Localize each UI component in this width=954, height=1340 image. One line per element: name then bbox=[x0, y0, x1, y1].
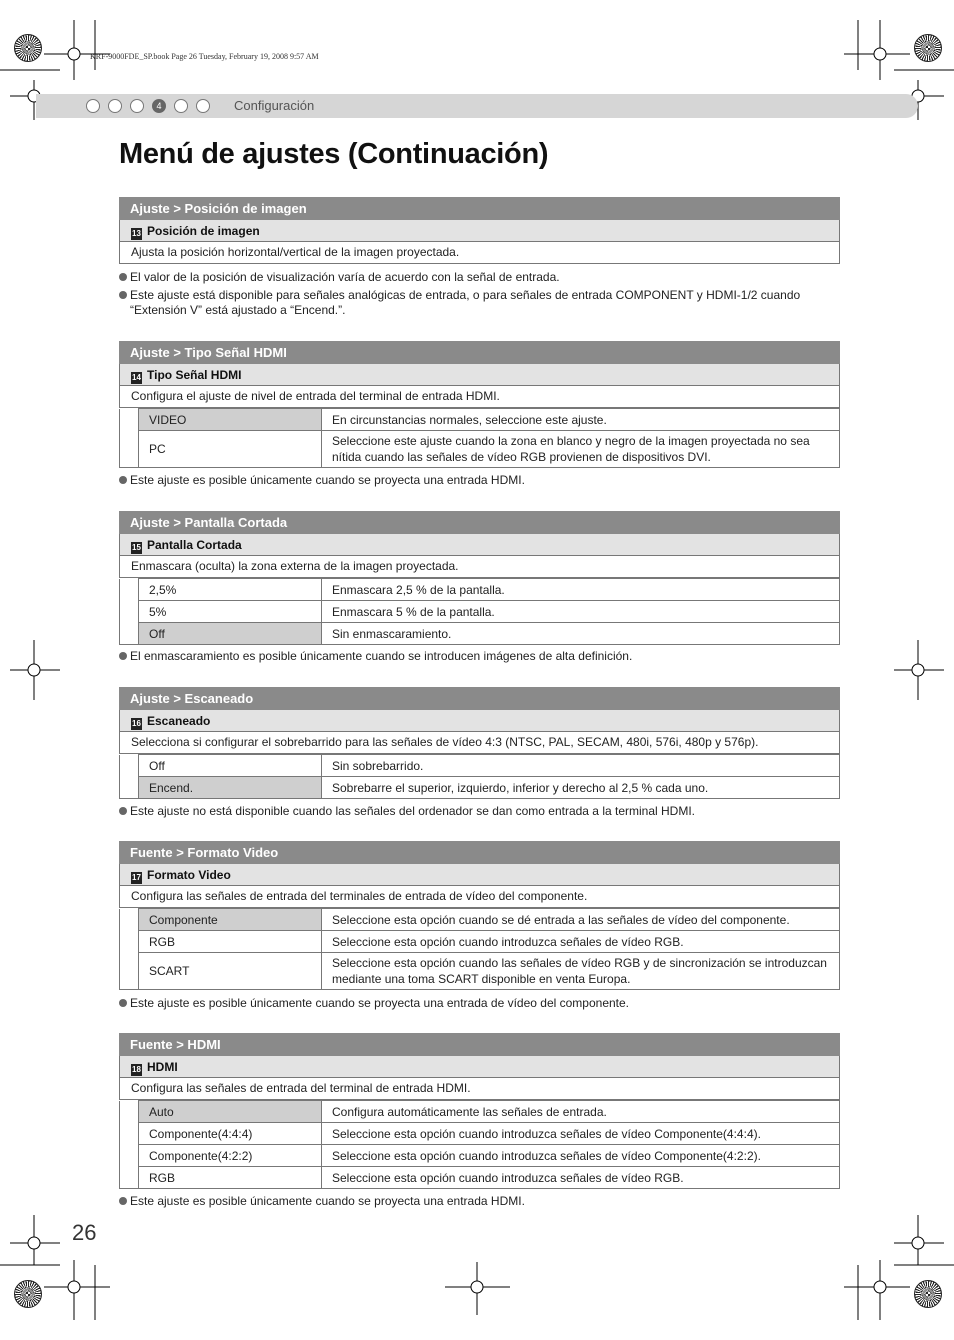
indent-cell bbox=[120, 601, 139, 623]
note-text: Este ajuste es posible únicamente cuando se proyecta una entrada HDMI. bbox=[130, 473, 525, 487]
setting-sub-header bbox=[119, 864, 840, 886]
item-number-badge: 16 bbox=[132, 719, 141, 728]
section-posicion-imagen bbox=[119, 197, 840, 264]
chapter-dot bbox=[108, 99, 122, 113]
setting-description: Configura las señales de entrada del terminal de entrada HDMI. bbox=[119, 1078, 840, 1100]
page-title: Menú de ajustes (Continuación) bbox=[119, 138, 549, 170]
section-hdmi bbox=[119, 1033, 840, 1189]
section-header: Ajuste > Tipo Señal HDMI bbox=[119, 341, 840, 364]
option-name: 2,5% bbox=[139, 579, 322, 601]
item-number-badge: 14 bbox=[132, 373, 141, 382]
option-name: Off bbox=[139, 755, 322, 777]
item-number-badge: 17 bbox=[132, 873, 141, 882]
option-row bbox=[120, 931, 840, 953]
setting-name: Escaneado bbox=[147, 714, 211, 728]
note bbox=[119, 649, 849, 664]
indent-cell bbox=[120, 755, 139, 777]
option-description: Seleccione esta opción cuando introduzca señales de vídeo RGB. bbox=[322, 1167, 840, 1189]
chapter-dot bbox=[174, 99, 188, 113]
setting-sub-header bbox=[119, 1056, 840, 1078]
chapter-dot bbox=[130, 99, 144, 113]
option-description: Sobrebarre el superior, izquierdo, inferior y derecho al 2,5 % cada uno. bbox=[322, 777, 840, 799]
bullet-icon bbox=[119, 652, 127, 660]
notes bbox=[119, 1194, 849, 1209]
option-description: Seleccione esta opción cuando introduzca señales de vídeo RGB. bbox=[322, 931, 840, 953]
option-description: Enmascara 2,5 % de la pantalla. bbox=[322, 579, 840, 601]
note bbox=[119, 1194, 849, 1209]
option-name: Componente(4:2:2) bbox=[139, 1145, 322, 1167]
options-table bbox=[119, 908, 840, 990]
indent-cell bbox=[120, 777, 139, 799]
indent-cell bbox=[120, 953, 139, 990]
option-row bbox=[120, 1167, 840, 1189]
chapter-bar bbox=[36, 94, 918, 118]
setting-sub-header bbox=[119, 710, 840, 732]
chapter-dot bbox=[86, 99, 100, 113]
option-row bbox=[120, 777, 840, 799]
option-description: Configura automáticamente las señales de entrada. bbox=[322, 1101, 840, 1123]
bullet-icon bbox=[119, 999, 127, 1007]
option-row bbox=[120, 953, 840, 990]
print-info: KRF-9000FDE_SP.book Page 26 Tuesday, February 19, 2008 9:57 AM bbox=[90, 52, 319, 61]
option-name: RGB bbox=[139, 1167, 322, 1189]
notes bbox=[119, 996, 849, 1011]
options-table bbox=[119, 578, 840, 645]
bullet-icon bbox=[119, 291, 127, 299]
setting-name: Tipo Señal HDMI bbox=[147, 368, 242, 382]
note-text: Este ajuste es posible únicamente cuando se proyecta una entrada de vídeo del componente. bbox=[130, 996, 630, 1010]
note bbox=[119, 288, 849, 318]
indent-cell bbox=[120, 1167, 139, 1189]
chapter-label: Configuración bbox=[234, 98, 315, 113]
setting-name: HDMI bbox=[147, 1060, 178, 1074]
setting-description: Enmascara (oculta) la zona externa de la imagen proyectada. bbox=[119, 556, 840, 578]
indent-cell bbox=[120, 909, 139, 931]
bullet-icon bbox=[119, 273, 127, 281]
option-description: Seleccione esta opción cuando las señales de vídeo RGB y de sincronización se introduzcan mediante una toma SCART disponible en venta Europa. bbox=[322, 953, 840, 990]
note bbox=[119, 996, 849, 1011]
option-row bbox=[120, 601, 840, 623]
setting-description: Configura el ajuste de nivel de entrada del terminal de entrada HDMI. bbox=[119, 386, 840, 408]
chapter-dot bbox=[196, 99, 210, 113]
option-name: Componente(4:4:4) bbox=[139, 1123, 322, 1145]
note bbox=[119, 270, 849, 285]
note bbox=[119, 473, 849, 488]
notes bbox=[119, 804, 849, 819]
note-text: El enmascaramiento es posible únicamente cuando se introducen imágenes de alta definición. bbox=[130, 649, 633, 663]
indent-cell bbox=[120, 931, 139, 953]
item-number-badge: 18 bbox=[132, 1065, 141, 1074]
section-header: Ajuste > Pantalla Cortada bbox=[119, 511, 840, 534]
indent-cell bbox=[120, 579, 139, 601]
indent-cell bbox=[120, 1123, 139, 1145]
section-header: Fuente > Formato Video bbox=[119, 841, 840, 864]
section-escaneado bbox=[119, 687, 840, 799]
option-description: Seleccione esta opción cuando se dé entrada a las señales de vídeo del componente. bbox=[322, 909, 840, 931]
options-table bbox=[119, 408, 840, 468]
item-number-badge: 15 bbox=[132, 543, 141, 552]
setting-name: Posición de imagen bbox=[147, 224, 260, 238]
option-name: Encend. bbox=[139, 777, 322, 799]
option-description: En circunstancias normales, seleccione este ajuste. bbox=[322, 409, 840, 431]
setting-name: Formato Video bbox=[147, 868, 231, 882]
indent-cell bbox=[120, 623, 139, 645]
setting-sub-header bbox=[119, 534, 840, 556]
note bbox=[119, 804, 849, 819]
option-row bbox=[120, 623, 840, 645]
option-description: Enmascara 5 % de la pantalla. bbox=[322, 601, 840, 623]
setting-name: Pantalla Cortada bbox=[147, 538, 242, 552]
section-header: Ajuste > Posición de imagen bbox=[119, 197, 840, 220]
section-header: Ajuste > Escaneado bbox=[119, 687, 840, 710]
page-number: 26 bbox=[72, 1220, 97, 1245]
option-row bbox=[120, 1123, 840, 1145]
option-description: Sin sobrebarrido. bbox=[322, 755, 840, 777]
section-tipo-senal-hdmi bbox=[119, 341, 840, 468]
indent-cell bbox=[120, 1145, 139, 1167]
option-row bbox=[120, 755, 840, 777]
chapter-indicator bbox=[86, 99, 210, 113]
bullet-icon bbox=[119, 807, 127, 815]
option-name: PC bbox=[139, 431, 322, 468]
option-row bbox=[120, 1101, 840, 1123]
setting-sub-header bbox=[119, 364, 840, 386]
option-name: 5% bbox=[139, 601, 322, 623]
note-text: Este ajuste no está disponible cuando las señales del ordenador se dan como entrada a la terminal HDMI. bbox=[130, 804, 696, 818]
option-description: Seleccione esta opción cuando introduzca señales de vídeo Componente(4:4:4). bbox=[322, 1123, 840, 1145]
option-name: VIDEO bbox=[139, 409, 322, 431]
chapter-dot-active: 4 bbox=[152, 99, 166, 113]
option-name: SCART bbox=[139, 953, 322, 990]
setting-sub-header bbox=[119, 220, 840, 242]
note-text: Este ajuste es posible únicamente cuando se proyecta una entrada HDMI. bbox=[130, 1194, 525, 1208]
notes bbox=[119, 270, 849, 318]
option-name: Auto bbox=[139, 1101, 322, 1123]
bullet-icon bbox=[119, 476, 127, 484]
indent-cell bbox=[120, 431, 139, 468]
setting-description: Ajusta la posición horizontal/vertical de la imagen proyectada. bbox=[119, 242, 840, 264]
option-row bbox=[120, 579, 840, 601]
section-formato-video bbox=[119, 841, 840, 990]
option-row bbox=[120, 909, 840, 931]
bullet-icon bbox=[119, 1197, 127, 1205]
section-pantalla-cortada bbox=[119, 511, 840, 645]
options-table bbox=[119, 1100, 840, 1189]
option-name: Off bbox=[139, 623, 322, 645]
option-row bbox=[120, 409, 840, 431]
option-description: Seleccione esta opción cuando introduzca señales de vídeo Componente(4:2:2). bbox=[322, 1145, 840, 1167]
item-number-badge: 13 bbox=[132, 229, 141, 238]
section-header: Fuente > HDMI bbox=[119, 1033, 840, 1056]
option-name: Componente bbox=[139, 909, 322, 931]
indent-cell bbox=[120, 409, 139, 431]
setting-description: Selecciona si configurar el sobrebarrido para las señales de vídeo 4:3 (NTSC, PAL, SECAM, 480i, 576i, 480p y 576p). bbox=[119, 732, 840, 754]
option-name: RGB bbox=[139, 931, 322, 953]
indent-cell bbox=[120, 1101, 139, 1123]
option-row bbox=[120, 1145, 840, 1167]
note-text: Este ajuste está disponible para señales analógicas de entrada, o para señales de entrada COMPONENT y HDMI-1/2 cuando “Extensión V” está ajustado a “Encend.”. bbox=[130, 288, 801, 317]
notes bbox=[119, 649, 849, 664]
note-text: El valor de la posición de visualización varía de acuerdo con la señal de entrada. bbox=[130, 270, 560, 284]
setting-description: Configura las señales de entrada del terminales de entrada de vídeo del componente. bbox=[119, 886, 840, 908]
option-description: Seleccione este ajuste cuando la zona en blanco y negro de la imagen proyectada no sea nítida cuando las señales de vídeo RGB provienen de dispositivos DVI. bbox=[322, 431, 840, 468]
notes bbox=[119, 473, 849, 488]
option-row bbox=[120, 431, 840, 468]
options-table bbox=[119, 754, 840, 799]
option-description: Sin enmascaramiento. bbox=[322, 623, 840, 645]
